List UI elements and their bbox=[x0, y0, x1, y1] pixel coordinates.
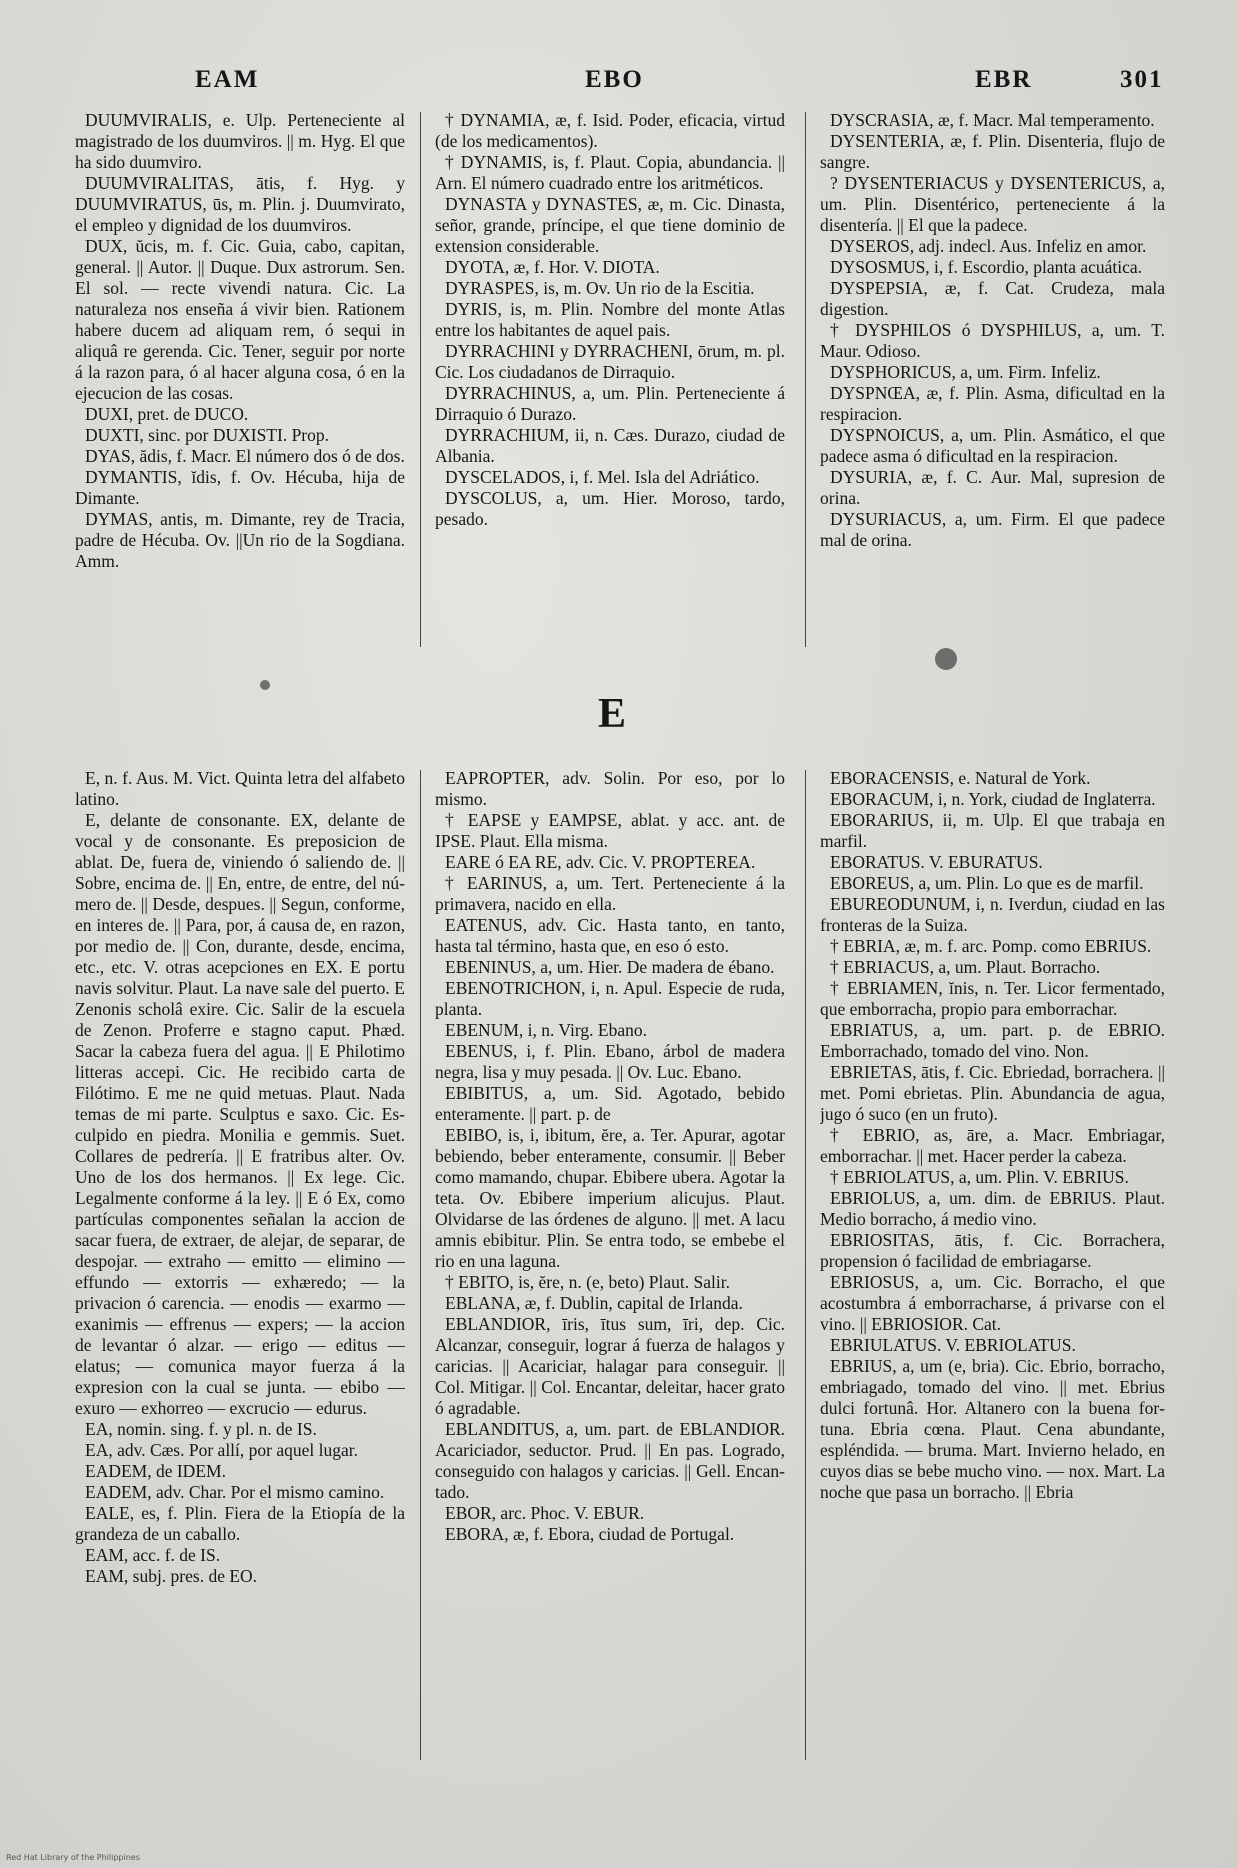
bottom-column-2 bbox=[435, 768, 785, 1768]
dictionary-entry: DYSURIACUS, a, um. Firm. El que padece mal de orina. bbox=[820, 509, 1165, 550]
dictionary-entry: DUXI, pret. de DUCO. bbox=[85, 404, 249, 424]
dictionary-entry: EBOREUS, a, um. Plin. Lo que es de marfil. bbox=[830, 873, 1144, 893]
dictionary-entry: EBOR, arc. Phoc. V. EBUR. bbox=[445, 1503, 645, 1523]
dictionary-entry: EADEM, adv. Char. Por el mismo camino. bbox=[85, 1482, 385, 1502]
dictionary-entry: DYSPEPSIA, æ, f. Cat. Crudeza, mala digestion. bbox=[820, 278, 1165, 319]
dictionary-entry: EARE ó EA RE, adv. Cic. V. PROPTEREA. bbox=[445, 852, 756, 872]
dictionary-entry: DYMANTIS, ĭdis, f. Ov. Hécuba, hija de Dimante. bbox=[75, 467, 405, 508]
dictionary-entry: DYSPNŒA, æ, f. Plin. Asma, dificultad en la respiracion. bbox=[820, 383, 1165, 424]
dictionary-entry: DYSPNOICUS, a, um. Plin. Asmático, el que padece asma ó dificultad en la respiracion. bbox=[820, 425, 1165, 466]
dictionary-entry: EALE, es, f. Plin. Fiera de la Etiopía de la grandeza de un caballo. bbox=[75, 1503, 405, 1544]
dictionary-entry: DYOTA, æ, f. Hor. V. DIOTA. bbox=[445, 257, 660, 277]
dictionary-entry: DYSPHORICUS, a, um. Firm. Infeliz. bbox=[830, 362, 1101, 382]
dictionary-entry: DYRIS, is, m. Plin. Nombre del monte Atlas entre los habitantes de aquel pais. bbox=[435, 299, 785, 340]
dictionary-entry: EA, nomin. sing. f. y pl. n. de IS. bbox=[85, 1419, 317, 1439]
dictionary-entry: EBORATUS. V. EBURATUS. bbox=[830, 852, 1043, 872]
dictionary-entry: DYSEROS, adj. indecl. Aus. Infeliz en amor. bbox=[830, 236, 1147, 256]
dictionary-entry: DUUMVIRALIS, e. Ulp. Perteneciente al magistrado de los duumviros. || m. Hyg. El que ha sido duumviro. bbox=[75, 110, 405, 172]
dictionary-entry: DYRRACHIUM, ii, n. Cæs. Durazo, ciudad de Albania. bbox=[435, 425, 785, 466]
dictionary-entry: EBLANDITUS, a, um. part. de EBLANDIOR. Acariciador, seductor. Prud. || En pas. Logrado, conseguido con halagos y caricias. || Gell. Encantado. bbox=[435, 1419, 785, 1502]
dictionary-entry: † EBRIO, as, āre, a. Macr. Embriagar, emborrachar. || met. Hacer perder la cabeza. bbox=[820, 1125, 1165, 1166]
dictionary-entry: EBRIETAS, ātis, f. Cic. Ebriedad, borrachera. || met. Pomi ebrietas. Plin. Abundancia de agua, jugo ó suco (en un fruto). bbox=[820, 1062, 1165, 1124]
dictionary-entry: EBLANDIOR, īris, ītus sum, īri, dep. Cic. Alcanzar, conseguir, lograr á fuerza de halagos y caricias. || Acariciar, halagar para conseguir. || Col. Mitigar. || Col. Encantar, deleitar, hacer grato ó agradable. bbox=[435, 1314, 785, 1418]
dictionary-entry: EBRIOSUS, a, um. Cic. Borracho, el que acostumbra á emborracharse, á privarse con el vino. || EBRIOSIOR. Cat. bbox=[820, 1272, 1165, 1334]
dictionary-entry: EBLANA, æ, f. Dublin, capital de Irlanda. bbox=[445, 1293, 743, 1313]
dictionary-entry: EBUREODUNUM, i, n. Iverdun, ciudad en las fronteras de la Suiza. bbox=[820, 894, 1165, 935]
dictionary-entry: DUUMVIRALITAS, ātis, f. Hyg. y DUUMVIRATUS, ūs, m. Plin. j. Duumvirato, el empleo y dignidad de los duumviros. bbox=[75, 173, 405, 235]
dictionary-entry: DUX, ŭcis, m. f. Cic. Guia, cabo, capitan, general. || Autor. || Duque. Dux astrorum. Sen. El sol. — recte vivendi natura. Cic. La naturaleza nos enseña á vivir bien. Rationem habere ducem ad aliquam rem, ó sequi in aliquâ re gerenda. Cic. Tener, seguir por norte á la razon para, ó al hacer alguna cosa, ó en la ejecucion de las cosas. bbox=[75, 236, 405, 403]
bottom-column-3 bbox=[820, 768, 1165, 1768]
dictionary-entry: EBORACUM, i, n. York, ciudad de Inglaterra. bbox=[830, 789, 1156, 809]
dictionary-entry: EBORA, æ, f. Ebora, ciudad de Portugal. bbox=[445, 1524, 735, 1544]
dictionary-entry: DYSOSMUS, i, f. Escordio, planta acuática. bbox=[830, 257, 1143, 277]
dictionary-entry: † EARINUS, a, um. Tert. Perteneciente á la primavera, nacido en ella. bbox=[435, 873, 785, 914]
dictionary-entry: EBRIATUS, a, um. part. p. de EBRIO. Emborrachado, tomado del vino. Non. bbox=[820, 1020, 1165, 1061]
dictionary-entry: DYSCOLUS, a, um. Hier. Moroso, tardo, pesado. bbox=[435, 488, 785, 529]
dictionary-entry: † EBRIACUS, a, um. Plaut. Borracho. bbox=[830, 957, 1101, 977]
dictionary-entry: EBIBO, is, i, ibitum, ĕre, a. Ter. Apurar, agotar bebiendo, beber enteramente, consumir. || Beber como mamando, chupar. Ebibere ubera. Agotar la teta. Ov. Ebibere imperium alicujus. Plaut. Olvidarse de las órdenes de alguno. || met. A lacu amnis ebibitur. Plin. Se entra todo, se embebe el rio en una laguna. bbox=[435, 1125, 785, 1271]
dictionary-entry: EAM, acc. f. de IS. bbox=[85, 1545, 221, 1565]
dictionary-entry: EBORACENSIS, e. Natural de York. bbox=[830, 768, 1091, 788]
dictionary-entry: † EBITO, is, ĕre, n. (e, beto) Plaut. Salir. bbox=[445, 1272, 730, 1292]
dictionary-entry: EBIBITUS, a, um. Sid. Agotado, bebido enteramente. || part. p. de bbox=[435, 1083, 785, 1124]
dictionary-entry: ? DYSENTERIACUS y DYSENTERICUS, a, um. Plin. Disentérico, perteneciente á la disentería. || El que la padece. bbox=[820, 173, 1165, 235]
section-letter: E bbox=[598, 691, 627, 737]
top-column-2 bbox=[435, 110, 785, 655]
dictionary-entry: EBENINUS, a, um. Hier. De madera de ébano. bbox=[445, 957, 775, 977]
dictionary-entry: EADEM, de IDEM. bbox=[85, 1461, 226, 1481]
page-number: 301 bbox=[1120, 66, 1164, 93]
dictionary-entry: EBRIULATUS. V. EBRIOLATUS. bbox=[830, 1335, 1076, 1355]
dictionary-entry: E, n. f. Aus. M. Vict. Quinta letra del alfabeto latino. bbox=[75, 768, 405, 809]
dictionary-entry: DUXTI, sinc. por DUXISTI. Prop. bbox=[85, 425, 330, 445]
dictionary-entry: EBENUM, i, n. Virg. Ebano. bbox=[445, 1020, 647, 1040]
dictionary-entry: EA, adv. Cæs. Por allí, por aquel lugar. bbox=[85, 1440, 358, 1460]
ink-smudge bbox=[935, 648, 957, 670]
column-divider bbox=[420, 770, 421, 1760]
top-column-1 bbox=[75, 110, 405, 655]
dictionary-entry: EAM, subj. pres. de EO. bbox=[85, 1566, 258, 1586]
top-column-3 bbox=[820, 110, 1165, 655]
dictionary-entry: DYAS, ădis, f. Macr. El número dos ó de dos. bbox=[85, 446, 405, 466]
dictionary-entry: † DYSPHILOS ó DYSPHILUS, a, um. T. Maur. Odioso. bbox=[820, 320, 1165, 361]
ink-smudge bbox=[260, 680, 270, 690]
header-right-guide-word: EBR bbox=[975, 66, 1033, 93]
scan-footer: Red Hat Library of the Philippines bbox=[6, 1853, 140, 1862]
dictionary-entry: † EBRIOLATUS, a, um. Plin. V. EBRIUS. bbox=[830, 1167, 1129, 1187]
column-divider bbox=[420, 112, 421, 647]
dictionary-entry: DYSENTERIA, æ, f. Plin. Disenteria, flujo de sangre. bbox=[820, 131, 1165, 172]
dictionary-entry: EATENUS, adv. Cic. Hasta tanto, en tanto, hasta tal término, hasta que, en eso ó esto. bbox=[435, 915, 785, 956]
header-left-guide-word: EAM bbox=[195, 66, 260, 93]
dictionary-entry: DYMAS, antis, m. Dimante, rey de Tracia, padre de Hécuba. Ov. ||Un rio de la Sogdiana. Amm. bbox=[75, 509, 405, 571]
dictionary-entry: EBENUS, i, f. Plin. Ebano, árbol de madera negra, lisa y muy pesada. || Ov. Luc. Ebano. bbox=[435, 1041, 785, 1082]
dictionary-entry: † EBRIA, æ, m. f. arc. Pomp. como EBRIUS. bbox=[830, 936, 1152, 956]
dictionary-entry: DYRRACHINUS, a, um. Plin. Perteneciente á Dirraquio ó Durazo. bbox=[435, 383, 785, 424]
dictionary-entry: EBRIOLUS, a, um. dim. de EBRIUS. Plaut. Medio borracho, á medio vino. bbox=[820, 1188, 1165, 1229]
dictionary-entry: DYSURIA, æ, f. C. Aur. Mal, supresion de orina. bbox=[820, 467, 1165, 508]
dictionary-entry: DYNASTA y DYNASTES, æ, m. Cic. Dinasta, señor, grande, príncipe, el que tiene dominio de extension considerable. bbox=[435, 194, 785, 256]
dictionary-entry: EBORARIUS, ii, m. Ulp. El que trabaja en marfil. bbox=[820, 810, 1165, 851]
dictionary-entry: EBENOTRICHON, i, n. Apul. Especie de ruda, planta. bbox=[435, 978, 785, 1019]
dictionary-entry: EBRIOSITAS, ātis, f. Cic. Borrachera, propension ó facilidad de embriagarse. bbox=[820, 1230, 1165, 1271]
dictionary-entry: E, delante de consonante. EX, delante de vocal y de consonante. Es preposicion de ablat. De, fuera de, viniendo ó saliendo de. || Sobre, encima de. || En, entre, de entre, del número de. || Desde, despues. || Segun, conforme, en interes de. || Para, por, á causa de, en razon, por medio de. || Con, durante, desde, encima, etc., etc. V. otras acepciones en EX. E portu navis solvitur. Plaut. La nave sale del puerto. E Zenonis scholâ exire. Cic. Salir de la escuela de Zenon. Proferre e stagno caput. Phæd. Sacar la cabeza fuera del agua. || E Philotimo litteras accepi. Cic. He recibido carta de Filótimo. E me ne quid metuas. Plaut. Nada temas de mi parte. Sculptus e saxo. Cic. Esculpido en piedra. Monilia e gemmis. Suet. Collares de pedrería. || E fratribus alter. Ov. Uno de los dos hermanos. || Ex lege. Cic. Legalmente conforme á la ley. || E ó Ex, como partículas componentes señalan la accion de sacar fuera, de extraer, de alejar, de separar, de despojar. — extraho — emitto — elimino — effundo — extorris — exhæredo; — la privacion ó carencia. — enodis — exarmo — exanimis — effrenus — expers; — la accion de levantar ó alzar. — erigo — editus — elatus; — comunica mayor fuerza á la expresion con la cual se junta. — ebibo — exuro — exhorreo — excrucio — edurus. bbox=[75, 810, 405, 1418]
dictionary-entry: DYRASPES, is, m. Ov. Un rio de la Escitia. bbox=[445, 278, 755, 298]
dictionary-entry: † EBRIAMEN, ĭnis, n. Ter. Licor fermentado, que emborracha, propio para emborrachar. bbox=[820, 978, 1165, 1019]
page-header bbox=[75, 66, 1175, 106]
dictionary-entry: DYRRACHINI y DYRRACHENI, ōrum, m. pl. Cic. Los ciudadanos de Dirraquio. bbox=[435, 341, 785, 382]
dictionary-entry: EAPROPTER, adv. Solin. Por eso, por lo mismo. bbox=[435, 768, 785, 809]
column-divider bbox=[805, 112, 806, 647]
dictionary-entry: † DYNAMIA, æ, f. Isid. Poder, eficacia, virtud (de los medicamentos). bbox=[435, 110, 785, 151]
dictionary-entry: EBRIUS, a, um (e, bria). Cic. Ebrio, borracho, embriagado, tomado del vino. || met. Ebrius dulci fortunâ. Hor. Altanero con la buena fortuna. Ebria cœna. Plaut. Cena abundante, espléndida. — bruma. Mart. Invierno helado, en cuyos dias se bebe mucho vino. — nox. Mart. La noche que pasa un borracho. || Ebria bbox=[820, 1356, 1165, 1502]
bottom-column-1 bbox=[75, 768, 405, 1768]
header-center-guide-word: EBO bbox=[585, 66, 644, 93]
dictionary-entry: † DYNAMIS, is, f. Plaut. Copia, abundancia. || Arn. El número cuadrado entre los aritméticos. bbox=[435, 152, 785, 193]
dictionary-entry: † EAPSE y EAMPSE, ablat. y acc. ant. de IPSE. Plaut. Ella misma. bbox=[435, 810, 785, 851]
dictionary-entry: DYSCRASIA, æ, f. Macr. Mal temperamento. bbox=[830, 110, 1155, 130]
column-divider bbox=[805, 770, 806, 1760]
dictionary-entry: DYSCELADOS, i, f. Mel. Isla del Adriático. bbox=[445, 467, 760, 487]
